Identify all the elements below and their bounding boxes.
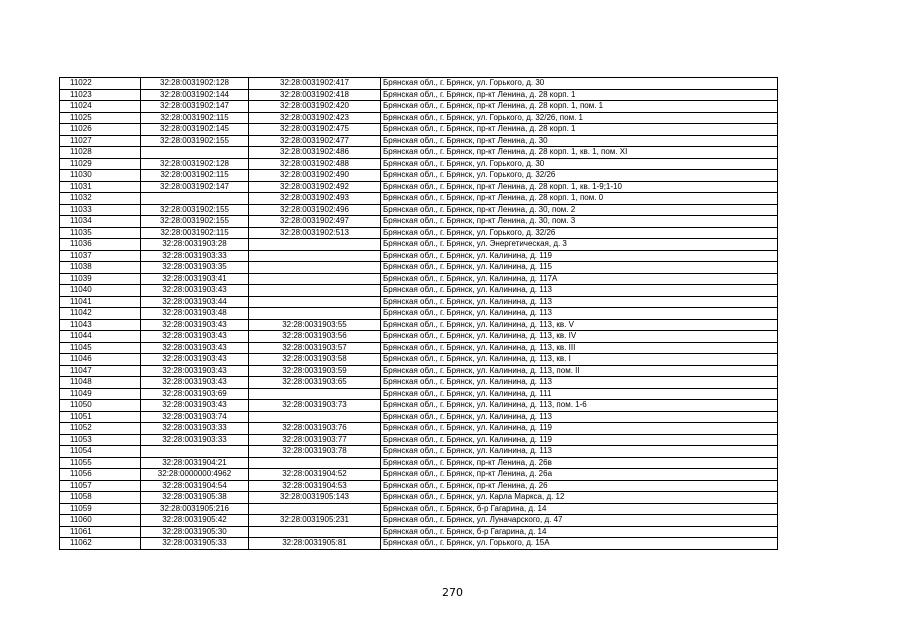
object-number-cell: 32:28:0031905:81 [249, 538, 381, 550]
table-row [60, 89, 778, 101]
address-cell: Брянская обл., г. Брянск, ул. Калинина, д. 113 [381, 411, 778, 423]
address-cell: Брянская обл., г. Брянск, ул. Калинина, д. 113, пом. II [381, 365, 778, 377]
address-cell: Брянская обл., г. Брянск, пр-кт Ленина, д. 28 корп. 1 [381, 124, 778, 136]
parcel-number-cell: 32:28:0031903:33 [141, 434, 249, 446]
table-row [60, 492, 778, 504]
row-number-cell: 11054 [60, 446, 141, 458]
parcel-number-cell: 32:28:0031903:43 [141, 400, 249, 412]
address-cell: Брянская обл., г. Брянск, пр-кт Ленина, д. 30, пом. 3 [381, 216, 778, 228]
address-cell: Брянская обл., г. Брянск, ул. Калинина, д. 113 [381, 285, 778, 297]
table-row [60, 285, 778, 297]
row-number-cell: 11052 [60, 423, 141, 435]
table-row [60, 515, 778, 527]
row-number-cell: 11034 [60, 216, 141, 228]
table-row [60, 480, 778, 492]
parcel-number-cell: 32:28:0031905:216 [141, 503, 249, 515]
address-cell: Брянская обл., г. Брянск, пр-кт Ленина, д. 28 корп. 1, кв. 1, пом. XI [381, 147, 778, 159]
parcel-number-cell: 32:28:0031902:128 [141, 78, 249, 90]
address-cell: Брянская обл., г. Брянск, ул. Калинина, д. 113, кв. III [381, 342, 778, 354]
address-cell: Брянская обл., г. Брянск, ул. Луначарского, д. 47 [381, 515, 778, 527]
object-number-cell [249, 457, 381, 469]
object-number-cell [249, 250, 381, 262]
row-number-cell: 11049 [60, 388, 141, 400]
object-number-cell [249, 411, 381, 423]
parcel-number-cell [141, 446, 249, 458]
row-number-cell: 11060 [60, 515, 141, 527]
row-number-cell: 11026 [60, 124, 141, 136]
address-cell: Брянская обл., г. Брянск, б-р Гагарина, д. 14 [381, 503, 778, 515]
address-cell: Брянская обл., г. Брянск, пр-кт Ленина, д. 28 корп. 1, пом. 1 [381, 101, 778, 113]
object-number-cell [249, 262, 381, 274]
row-number-cell: 11062 [60, 538, 141, 550]
table-row [60, 308, 778, 320]
row-number-cell: 11039 [60, 273, 141, 285]
object-number-cell: 32:28:0031903:73 [249, 400, 381, 412]
parcel-number-cell: 32:28:0031902:147 [141, 181, 249, 193]
address-cell: Брянская обл., г. Брянск, ул. Калинина, д. 113 [381, 308, 778, 320]
table-row [60, 388, 778, 400]
address-cell: Брянская обл., г. Брянск, пр-кт Ленина, д. 30 [381, 135, 778, 147]
row-number-cell: 11023 [60, 89, 141, 101]
parcel-number-cell: 32:28:0031905:30 [141, 526, 249, 538]
address-cell: Брянская обл., г. Брянск, ул. Карла Маркса, д. 12 [381, 492, 778, 504]
parcel-number-cell: 32:28:0031903:69 [141, 388, 249, 400]
table-row [60, 239, 778, 251]
address-cell: Брянская обл., г. Брянск, ул. Горького, д. 32/26 [381, 227, 778, 239]
object-number-cell: 32:28:0031902:486 [249, 147, 381, 159]
address-cell: Брянская обл., г. Брянск, ул. Калинина, д. 113, кв. IV [381, 331, 778, 343]
row-number-cell: 11025 [60, 112, 141, 124]
address-cell: Брянская обл., г. Брянск, ул. Калинина, д. 113 [381, 377, 778, 389]
row-number-cell: 11048 [60, 377, 141, 389]
table-row [60, 377, 778, 389]
parcel-number-cell: 32:28:0031903:33 [141, 250, 249, 262]
object-number-cell [249, 388, 381, 400]
table-row [60, 124, 778, 136]
object-number-cell: 32:28:0031904:52 [249, 469, 381, 481]
parcel-number-cell: 32:28:0031903:43 [141, 319, 249, 331]
address-cell: Брянская обл., г. Брянск, пр-кт Ленина, д. 30, пом. 2 [381, 204, 778, 216]
row-number-cell: 11040 [60, 285, 141, 297]
table-row [60, 158, 778, 170]
row-number-cell: 11055 [60, 457, 141, 469]
row-number-cell: 11047 [60, 365, 141, 377]
row-number-cell: 11031 [60, 181, 141, 193]
table-row [60, 331, 778, 343]
register-table-container [59, 77, 778, 550]
row-number-cell: 11035 [60, 227, 141, 239]
parcel-number-cell: 32:28:0031903:43 [141, 377, 249, 389]
object-number-cell: 32:28:0031903:65 [249, 377, 381, 389]
address-cell: Брянская обл., г. Брянск, ул. Калинина, д. 117А [381, 273, 778, 285]
row-number-cell: 11028 [60, 147, 141, 159]
parcel-number-cell: 32:28:0031902:155 [141, 216, 249, 228]
parcel-number-cell: 32:28:0031905:38 [141, 492, 249, 504]
page-number: 270 [442, 586, 463, 599]
address-cell: Брянская обл., г. Брянск, ул. Горького, д. 30 [381, 158, 778, 170]
parcel-number-cell: 32:28:0031904:21 [141, 457, 249, 469]
object-number-cell [249, 296, 381, 308]
table-row [60, 262, 778, 274]
object-number-cell: 32:28:0031902:475 [249, 124, 381, 136]
object-number-cell [249, 308, 381, 320]
object-number-cell: 32:28:0031903:59 [249, 365, 381, 377]
parcel-number-cell: 32:28:0031902:145 [141, 124, 249, 136]
parcel-number-cell: 32:28:0000000:4962 [141, 469, 249, 481]
object-number-cell: 32:28:0031902:496 [249, 204, 381, 216]
parcel-number-cell: 32:28:0031903:41 [141, 273, 249, 285]
object-number-cell: 32:28:0031902:488 [249, 158, 381, 170]
parcel-number-cell: 32:28:0031903:43 [141, 354, 249, 366]
row-number-cell: 11051 [60, 411, 141, 423]
row-number-cell: 11056 [60, 469, 141, 481]
parcel-number-cell [141, 147, 249, 159]
table-row [60, 147, 778, 159]
parcel-number-cell: 32:28:0031904:54 [141, 480, 249, 492]
table-row [60, 170, 778, 182]
row-number-cell: 11041 [60, 296, 141, 308]
parcel-number-cell: 32:28:0031902:155 [141, 204, 249, 216]
row-number-cell: 11029 [60, 158, 141, 170]
address-cell: Брянская обл., г. Брянск, ул. Энергетическая, д. 3 [381, 239, 778, 251]
table-row [60, 365, 778, 377]
table-row [60, 319, 778, 331]
table-row [60, 457, 778, 469]
row-number-cell: 11038 [60, 262, 141, 274]
table-row [60, 227, 778, 239]
parcel-number-cell [141, 193, 249, 205]
address-cell: Брянская обл., г. Брянск, ул. Калинина, д. 113 [381, 296, 778, 308]
table-row [60, 434, 778, 446]
object-number-cell: 32:28:0031903:56 [249, 331, 381, 343]
register-table-body [60, 78, 778, 550]
table-row [60, 112, 778, 124]
row-number-cell: 11037 [60, 250, 141, 262]
row-number-cell: 11061 [60, 526, 141, 538]
parcel-number-cell: 32:28:0031903:35 [141, 262, 249, 274]
object-number-cell: 32:28:0031902:417 [249, 78, 381, 90]
table-row [60, 273, 778, 285]
parcel-number-cell: 32:28:0031902:144 [141, 89, 249, 101]
address-cell: Брянская обл., г. Брянск, пр-кт Ленина, д. 26 [381, 480, 778, 492]
row-number-cell: 11053 [60, 434, 141, 446]
object-number-cell: 32:28:0031903:57 [249, 342, 381, 354]
object-number-cell: 32:28:0031902:493 [249, 193, 381, 205]
table-row [60, 78, 778, 90]
address-cell: Брянская обл., г. Брянск, ул. Калинина, д. 115 [381, 262, 778, 274]
address-cell: Брянская обл., г. Брянск, пр-кт Ленина, д. 28 корп. 1 [381, 89, 778, 101]
object-number-cell: 32:28:0031902:490 [249, 170, 381, 182]
address-cell: Брянская обл., г. Брянск, б-р Гагарина, д. 14 [381, 526, 778, 538]
object-number-cell: 32:28:0031904:53 [249, 480, 381, 492]
address-cell: Брянская обл., г. Брянск, пр-кт Ленина, д. 28 корп. 1, пом. 0 [381, 193, 778, 205]
row-number-cell: 11044 [60, 331, 141, 343]
table-row [60, 135, 778, 147]
address-cell: Брянская обл., г. Брянск, ул. Горького, д. 32/26, пом. 1 [381, 112, 778, 124]
address-cell: Брянская обл., г. Брянск, пр-кт Ленина, д. 26в [381, 457, 778, 469]
parcel-number-cell: 32:28:0031902:115 [141, 170, 249, 182]
table-row [60, 423, 778, 435]
address-cell: Брянская обл., г. Брянск, ул. Калинина, д. 119 [381, 250, 778, 262]
address-cell: Брянская обл., г. Брянск, ул. Калинина, д. 113, кв. V [381, 319, 778, 331]
register-table [59, 77, 778, 550]
object-number-cell: 32:28:0031902:477 [249, 135, 381, 147]
address-cell: Брянская обл., г. Брянск, ул. Калинина, д. 119 [381, 434, 778, 446]
address-cell: Брянская обл., г. Брянск, ул. Калинина, д. 113 [381, 446, 778, 458]
object-number-cell [249, 503, 381, 515]
parcel-number-cell: 32:28:0031903:43 [141, 342, 249, 354]
table-row [60, 296, 778, 308]
object-number-cell: 32:28:0031902:420 [249, 101, 381, 113]
parcel-number-cell: 32:28:0031905:33 [141, 538, 249, 550]
parcel-number-cell: 32:28:0031903:48 [141, 308, 249, 320]
table-row [60, 503, 778, 515]
object-number-cell: 32:28:0031903:58 [249, 354, 381, 366]
table-row [60, 101, 778, 113]
object-number-cell: 32:28:0031903:55 [249, 319, 381, 331]
object-number-cell [249, 285, 381, 297]
row-number-cell: 11059 [60, 503, 141, 515]
row-number-cell: 11027 [60, 135, 141, 147]
object-number-cell [249, 526, 381, 538]
address-cell: Брянская обл., г. Брянск, ул. Горького, д. 15А [381, 538, 778, 550]
parcel-number-cell: 32:28:0031902:155 [141, 135, 249, 147]
parcel-number-cell: 32:28:0031903:33 [141, 423, 249, 435]
row-number-cell: 11057 [60, 480, 141, 492]
object-number-cell: 32:28:0031902:513 [249, 227, 381, 239]
row-number-cell: 11043 [60, 319, 141, 331]
table-row [60, 181, 778, 193]
parcel-number-cell: 32:28:0031902:147 [141, 101, 249, 113]
table-row [60, 526, 778, 538]
row-number-cell: 11036 [60, 239, 141, 251]
parcel-number-cell: 32:28:0031905:42 [141, 515, 249, 527]
object-number-cell: 32:28:0031903:76 [249, 423, 381, 435]
object-number-cell: 32:28:0031902:492 [249, 181, 381, 193]
object-number-cell [249, 239, 381, 251]
parcel-number-cell: 32:28:0031902:128 [141, 158, 249, 170]
row-number-cell: 11032 [60, 193, 141, 205]
object-number-cell: 32:28:0031903:78 [249, 446, 381, 458]
address-cell: Брянская обл., г. Брянск, ул. Горького, д. 30 [381, 78, 778, 90]
address-cell: Брянская обл., г. Брянск, ул. Горького, д. 32/26 [381, 170, 778, 182]
row-number-cell: 11058 [60, 492, 141, 504]
object-number-cell [249, 273, 381, 285]
row-number-cell: 11050 [60, 400, 141, 412]
parcel-number-cell: 32:28:0031902:115 [141, 112, 249, 124]
row-number-cell: 11045 [60, 342, 141, 354]
address-cell: Брянская обл., г. Брянск, ул. Калинина, д. 111 [381, 388, 778, 400]
table-row [60, 400, 778, 412]
parcel-number-cell: 32:28:0031902:115 [141, 227, 249, 239]
parcel-number-cell: 32:28:0031903:43 [141, 285, 249, 297]
row-number-cell: 11022 [60, 78, 141, 90]
address-cell: Брянская обл., г. Брянск, пр-кт Ленина, д. 28 корп. 1, кв. 1-9;1-10 [381, 181, 778, 193]
row-number-cell: 11046 [60, 354, 141, 366]
table-row [60, 342, 778, 354]
table-row [60, 538, 778, 550]
object-number-cell: 32:28:0031905:143 [249, 492, 381, 504]
table-row [60, 216, 778, 228]
row-number-cell: 11042 [60, 308, 141, 320]
parcel-number-cell: 32:28:0031903:74 [141, 411, 249, 423]
table-row [60, 411, 778, 423]
row-number-cell: 11024 [60, 101, 141, 113]
address-cell: Брянская обл., г. Брянск, ул. Калинина, д. 119 [381, 423, 778, 435]
table-row [60, 469, 778, 481]
parcel-number-cell: 32:28:0031903:43 [141, 331, 249, 343]
table-row [60, 193, 778, 205]
row-number-cell: 11030 [60, 170, 141, 182]
parcel-number-cell: 32:28:0031903:28 [141, 239, 249, 251]
object-number-cell: 32:28:0031902:423 [249, 112, 381, 124]
address-cell: Брянская обл., г. Брянск, ул. Калинина, д. 113, кв. I [381, 354, 778, 366]
object-number-cell: 32:28:0031902:497 [249, 216, 381, 228]
parcel-number-cell: 32:28:0031903:43 [141, 365, 249, 377]
table-row [60, 446, 778, 458]
row-number-cell: 11033 [60, 204, 141, 216]
table-row [60, 204, 778, 216]
object-number-cell: 32:28:0031903:77 [249, 434, 381, 446]
table-row [60, 250, 778, 262]
object-number-cell: 32:28:0031905:231 [249, 515, 381, 527]
table-row [60, 354, 778, 366]
address-cell: Брянская обл., г. Брянск, пр-кт Ленина, д. 26а [381, 469, 778, 481]
object-number-cell: 32:28:0031902:418 [249, 89, 381, 101]
parcel-number-cell: 32:28:0031903:44 [141, 296, 249, 308]
address-cell: Брянская обл., г. Брянск, ул. Калинина, д. 113, пом. 1-6 [381, 400, 778, 412]
